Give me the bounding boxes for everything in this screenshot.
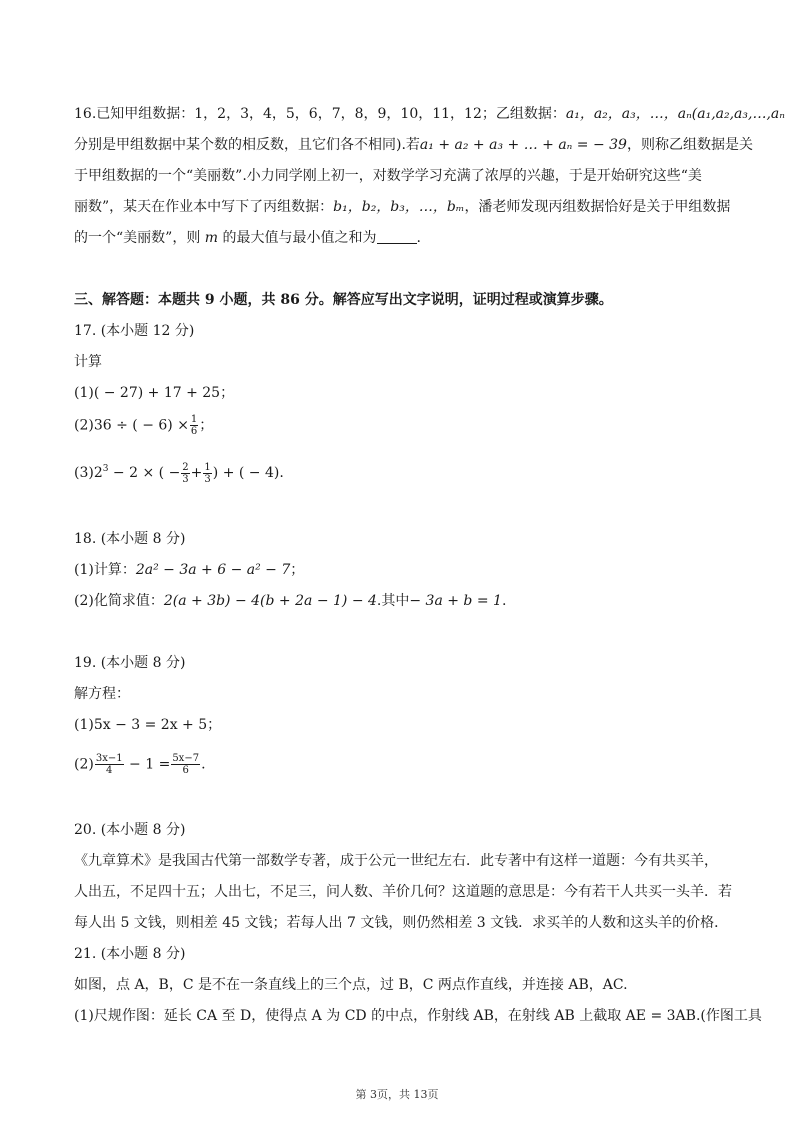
fraction: $\frac{5x-7}{6}$: [172, 753, 200, 776]
q20-line1: 《九章算术》是我国古代第一部数学专著，成于公元一世纪左右．此专著中有这样一道题：今有共买羊，: [74, 853, 718, 869]
q21-title: 21. (本小题 8 分): [74, 946, 186, 962]
q19-title: 19. (本小题 8 分): [74, 655, 186, 671]
answer-blank[interactable]: [377, 229, 417, 244]
q17-part3: $(3)2^3 - 2$ × ( − $\frac{2}{3}$ + $\frac{1}{3}$ ) + ( − 4).: [74, 461, 284, 485]
q17-part2: (2)36 ÷ ( − 6) × $\frac{1}{6}$ ；: [74, 414, 214, 437]
q16-text: 的最大值与最小值之和为: [222, 230, 377, 246]
q16-line5: 的一个“美丽数”，则 m 的最大值与最小值之和为 .: [74, 230, 421, 246]
q19-intro: 解方程：: [74, 686, 130, 702]
fraction: $\frac{1}{6}$: [190, 414, 198, 437]
q19-part1: (1)5x − 3 = 2x + 5；: [74, 717, 222, 733]
q21-line1: 如图，点 A，B，C 是不在一条直线上的三个点，过 B，C 两点作直线，并连接 AB，AC.: [74, 977, 628, 993]
q16-line3: [74, 166, 734, 186]
fraction: $\frac{2}{3}$: [182, 461, 189, 485]
q18-part2: (2)化简求值：2(a + 3b) − 4(b + 2a − 1) − 4.其中− 3a + b = 1.: [74, 593, 507, 609]
section-heading: 三、解答题：本题共 9 小题，共 86 分。解答应写出文字说明，证明过程或演算步骤。: [74, 292, 613, 308]
q16-text: ，潘老师发现丙组数据恰好是关于甲组数据: [464, 199, 731, 215]
q16-math: b₁，b₂，b₃，…，bₘ: [333, 199, 465, 215]
q16-math: a₁，a₂，a₃，…，aₙ(a₁,a₂,a₃,…,aₙ: [565, 106, 785, 122]
q21-line2: (1)尺规作图：延长 CA 至 D，使得点 A 为 CD 的中点，作射线 AB，在射线 AB 上截取 AE = 3AB.(作图工具: [74, 1008, 762, 1024]
fraction: $\frac{3x-1}{4}$: [95, 753, 123, 776]
q16-line4: [74, 197, 734, 217]
q18-title: 18. (本小题 8 分): [74, 531, 186, 547]
q20-line3: 每人出 5 文钱，则相差 45 文钱；若每人出 7 文钱，则仍然相差 3 文钱．求买羊的人数和这头羊的价格．: [74, 915, 729, 931]
q20-line2: 人出五，不足四十五；人出七，不足三，问人数、羊价几何？这道题的意思是：今有若干人共买一头羊．若: [74, 884, 732, 900]
q16-text: 16.已知甲组数据：1，2，3，4，5，6，7，8，9，10，11，12；乙组数据：: [74, 106, 566, 122]
q18-part1: (1)计算：2a² − 3a + 6 − a² − 7；: [74, 562, 305, 578]
fraction: $\frac{1}{3}$: [204, 461, 211, 485]
q16-text: 丽数”，某天在作业本中写下了丙组数据：: [74, 199, 334, 215]
q17-part1: (1)( − 27) + 17 + 25；: [74, 385, 235, 401]
q17-title: 17. (本小题 12 分): [74, 323, 195, 339]
q17-intro: 计算: [74, 354, 102, 370]
q16-text: 的一个“美丽数”，则: [74, 230, 201, 246]
page-number: 第 3页，共 13页: [355, 1088, 439, 1101]
q16-math: a₁ + a₂ + a₃ + … + aₙ = − 39: [419, 137, 627, 153]
q20-title: 20. (本小题 8 分): [74, 822, 186, 838]
q16-line2: [74, 135, 753, 155]
q16-text: 于甲组数据的一个“美丽数”.小力同学刚上初一，对数学学习充满了浓厚的兴趣，于是开始研究这些“美: [74, 168, 702, 184]
q16-text: 分别是甲组数据中某个数的相反数，且它们各不相同).若: [74, 137, 420, 153]
q16-text: ，则称乙组数据是关: [626, 137, 753, 153]
q19-part2: (2) $\frac{3x-1}{4}$ − 1 = $\frac{5x-7}{6}$ .: [74, 753, 206, 776]
q16-var: m: [204, 230, 219, 246]
q16-line1: [74, 104, 785, 124]
